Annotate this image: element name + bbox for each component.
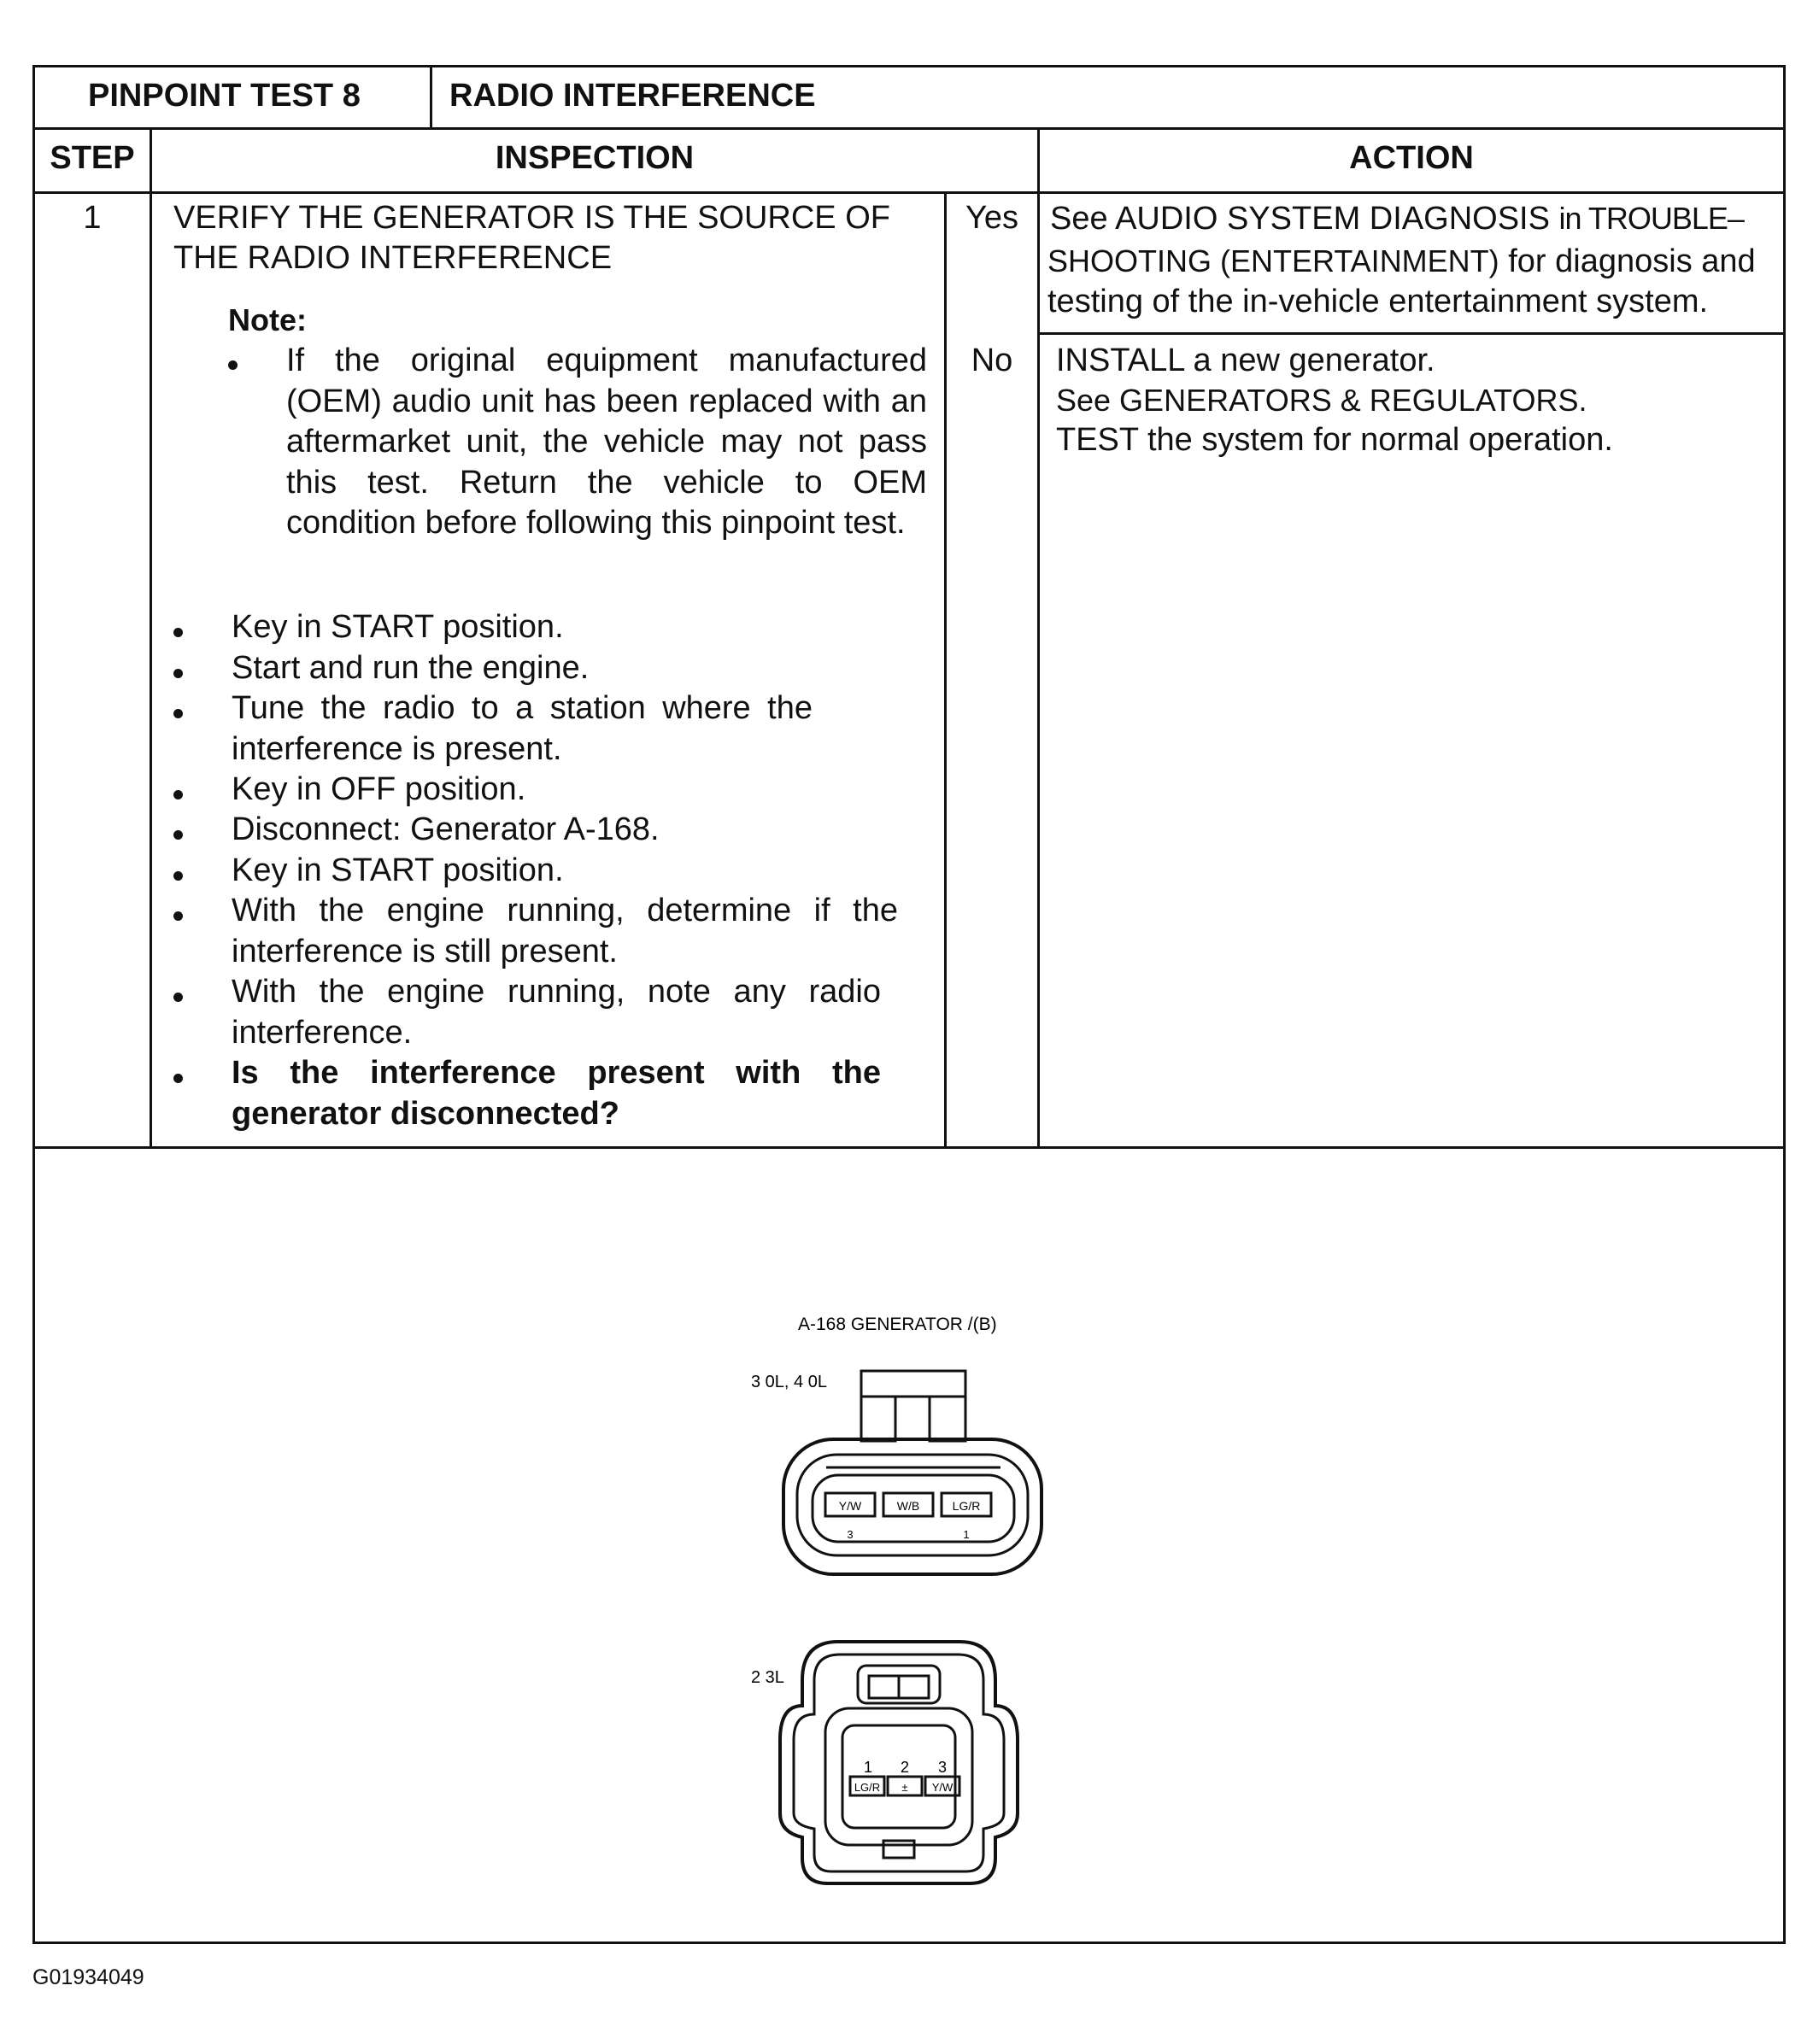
question: Is the interference present with the generator disconnected? (232, 1055, 881, 1132)
connector-a-pin-number-1: 1 (963, 1528, 970, 1541)
connector-a-pin-1: Y/W (838, 1499, 862, 1513)
bullet-5 (173, 830, 183, 840)
instruction-4: Key in OFF position. (232, 771, 526, 807)
no-action-line-3: TEST the system for normal operation. (1056, 422, 1613, 458)
yes-action-line-2: SHOOTING (ENTERTAINMENT) for diagnosis and (1047, 243, 1756, 279)
header-divider (35, 127, 1783, 130)
bullet-7 (173, 911, 183, 921)
yes-action-line-1: See AUDIO SYSTEM DIAGNOSIS in TROUBLE– (1050, 201, 1744, 237)
column-action: ACTION (1349, 140, 1474, 176)
no-action-line-1: INSTALL a new generator. (1056, 343, 1435, 378)
test-id: PINPOINT TEST 8 (88, 78, 361, 114)
connector-a-pin-2: W/B (896, 1499, 920, 1513)
connector-b (780, 1642, 1018, 1883)
instruction-2: Start and run the engine. (232, 650, 590, 686)
connector-b-pin-number-3: 3 (937, 1759, 948, 1776)
yes-no-divider (1040, 332, 1783, 335)
note-text: If the original equipment manufactured (OEM) audio unit has been replaced with an aftermarket unit, the vehicle may not pass this test. Return the vehicle to OEM condition before following this pinpoint test. (286, 343, 927, 541)
bullet-question (173, 1074, 183, 1083)
generator-connector-diagram (35, 1149, 1783, 1942)
step-title-line-2: THE RADIO INTERFERENCE (173, 240, 613, 276)
instruction-5: Disconnect: Generator A-168. (232, 811, 660, 847)
connector-a-pin-3: LG/R (952, 1499, 981, 1513)
connector-a (783, 1371, 1042, 1574)
step-title-line-1: VERIFY THE GENERATOR IS THE SOURCE OF (173, 200, 890, 236)
answer-action-divider (1037, 127, 1040, 1146)
bullet-4 (173, 790, 183, 799)
test-title: RADIO INTERFERENCE (449, 78, 816, 114)
yes-label: Yes (965, 200, 1018, 236)
step-column-divider (150, 127, 152, 1146)
connector-b-pin-3: Y/W (931, 1781, 954, 1794)
instruction-6: Key in START position. (232, 852, 564, 888)
yes-action-line-3: testing of the in-vehicle entertainment system. (1047, 284, 1709, 319)
instruction-8: With the engine running, note any radio interference. (232, 974, 881, 1051)
no-label: No (971, 343, 1013, 378)
bullet-8 (173, 993, 183, 1002)
bullet-6 (173, 871, 183, 881)
bullet-2 (173, 669, 183, 678)
connector-b-pin-2: ± (901, 1781, 908, 1794)
instruction-1: Key in START position. (232, 609, 564, 645)
note-bullet (228, 360, 238, 370)
column-header-divider (35, 191, 1783, 194)
column-step: STEP (50, 140, 135, 176)
bullet-1 (173, 628, 183, 637)
connector-b-pin-number-2: 2 (900, 1759, 910, 1776)
figure-id: G01934049 (32, 1965, 144, 1989)
column-inspection: INSPECTION (495, 140, 695, 176)
no-action-line-2: See GENERATORS & REGULATORS. (1056, 383, 1587, 418)
title-divider (430, 67, 432, 127)
inspection-answer-divider (944, 191, 947, 1146)
connector-b-pin-1: LG/R (854, 1781, 881, 1794)
connector-b-label: 2 3L (751, 1668, 784, 1687)
diagram-title: A-168 GENERATOR /(B) (798, 1315, 997, 1334)
pinpoint-test-table (32, 65, 1786, 1944)
instruction-7: With the engine running, determine if the interference is still present. (232, 893, 898, 969)
step-number: 1 (83, 200, 102, 236)
connector-a-pin-number-3: 3 (847, 1528, 854, 1541)
instruction-3: Tune the radio to a station where the interference is present. (232, 690, 813, 767)
note-label: Note: (228, 302, 307, 337)
connector-b-pin-number-1: 1 (863, 1759, 873, 1776)
connector-a-label: 3 0L, 4 0L (751, 1373, 827, 1391)
bullet-3 (173, 709, 183, 718)
